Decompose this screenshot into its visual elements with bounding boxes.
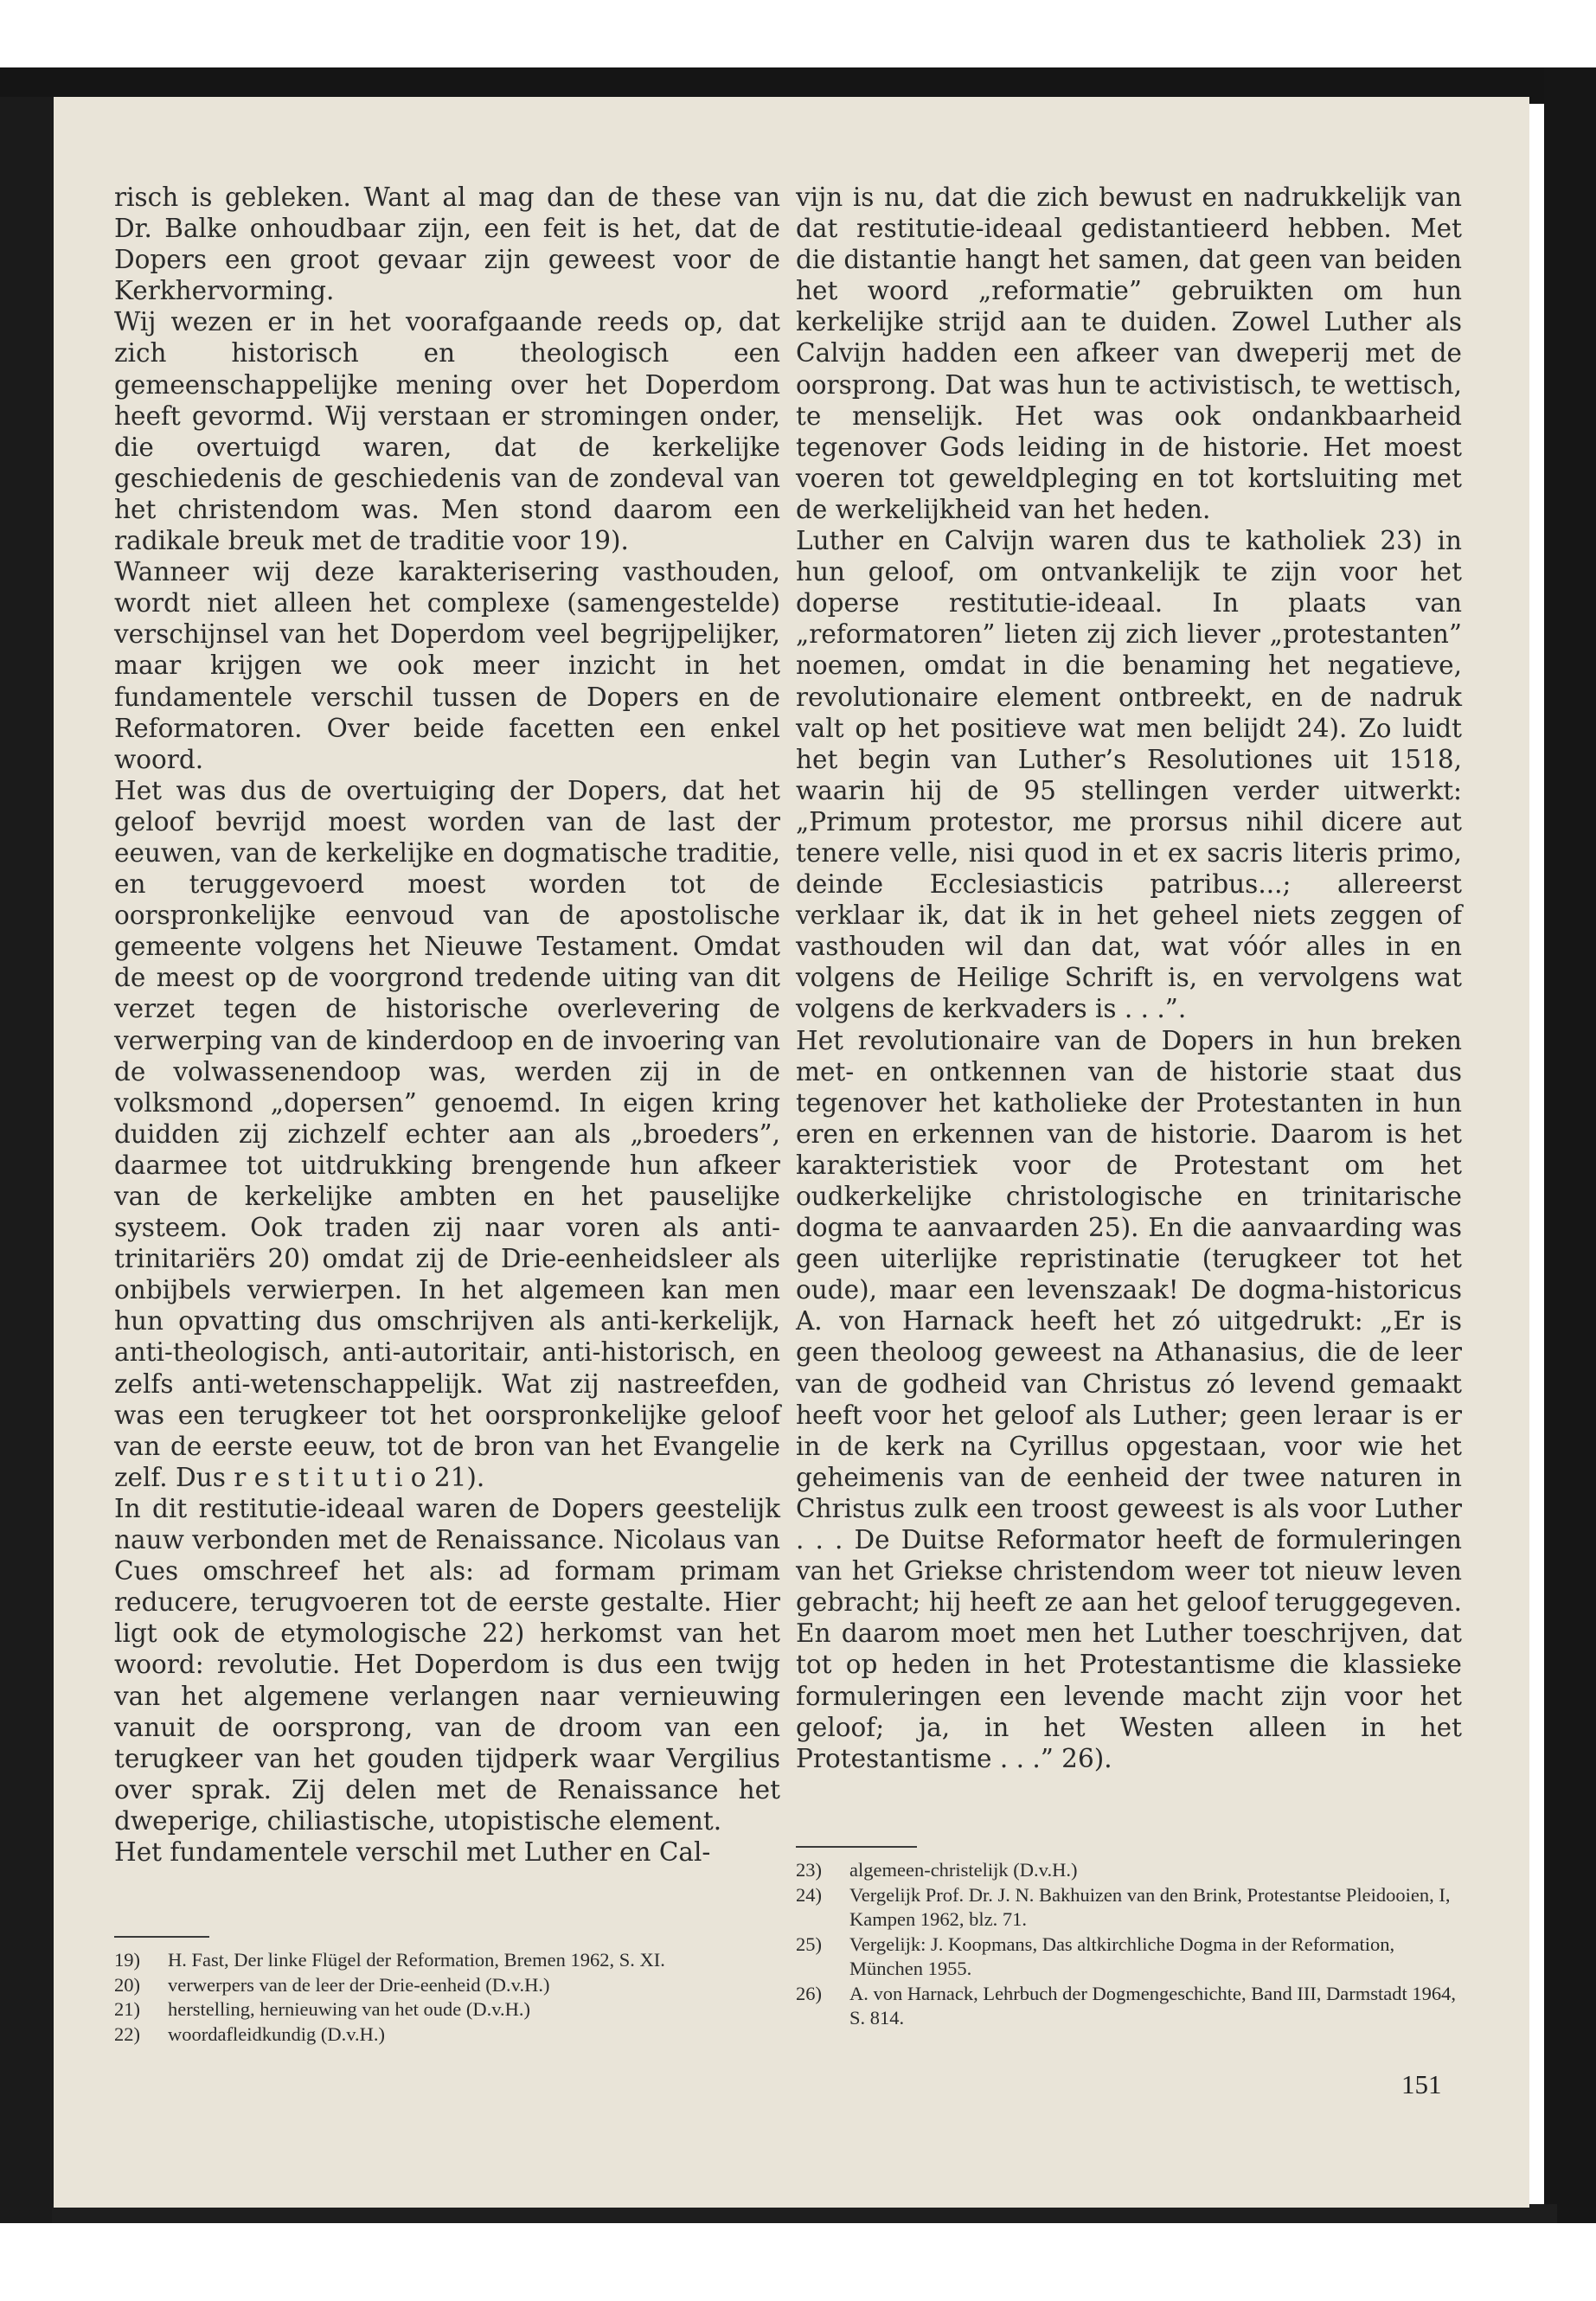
footnote: 23) algemeen-christelijk (D.v.H.) [796,1859,1078,1881]
footnotes-right [796,1846,1462,2031]
text-column-right [796,182,1462,1774]
book-edge-right [1544,67,1596,2230]
paragraph: Wij wezen er in het voorafgaande reeds op, dat zich historisch en theologisch een gemeenschappelijke mening over het Doperdom heeft gevormd. Wij verstaan er stromingen onder, die overtuigd waren, dat de kerkelijke geschiedenis de geschiedenis van de zondeval van het christendom was. Men stond daarom een radikale breuk met de traditie voor 19). [114,307,780,556]
book-spine-edge [0,97,54,2234]
book-page [54,97,1529,2208]
footnote: 26) A. von Harnack, Lehrbuch der Dogmengeschichte, Band III, Darmstadt 1964, S. 814. [796,1982,1457,2029]
paragraph: risch is gebleken. Want al mag dan de these van Dr. Balke onhoudbaar zijn, een feit is het, dat de Dopers een groot gevaar zijn geweest voor de Kerkhervorming. [114,183,780,306]
scan-margin-bottom [0,2223,1596,2301]
footnote: 24) Vergelijk Prof. Dr. J. N. Bakhuizen van den Brink, Protestantse Pleidooien, I, Kampen 1962, blz. 71. [796,1883,1451,1930]
footnotes-left [114,1936,780,2047]
paragraph: Het was dus de overtuiging der Dopers, dat het geloof bevrijd moest worden van de last der eeuwen, van de kerkelijke en dogmatische traditie, en teruggevoerd moest worden tot de oorspronkelijke eenvoud van de apostolische gemeente volgens het Nieuwe Testament. Omdat de meest op de voorgrond tredende uiting van dit verzet tegen de historische overlevering de verwerping van de kinderdoop en de invoering van de volwassenendoop was, werden zij in de volksmond „dopersen” genoemd. In eigen kring duidden zij zichzelf echter aan als „broeders”, daarmee tot uitdrukking brengende hun afkeer van de kerkelijke ambten en het pauselijke systeem. Ook traden zij naar voren als anti-trinitariërs 20) omdat zij de Drie-eenheidsleer als onbijbels verwierpen. In het algemeen kan men hun opvatting dus omschrijven als anti-kerkelijk, anti-theologisch, anti-autoritair, anti-historisch, en zelfs anti-wetenschappelijk. Wat zij nastreefden, was een terugkeer tot het oorspronkelijke geloof van de eerste eeuw, tot de bron van het Evangelie zelf. Dus r e s t i t u t i o 21). [114,775,780,1492]
footnote-divider [114,1936,209,1938]
footnote: 22) woordafleidkundig (D.v.H.) [114,2022,385,2045]
footnote-divider [796,1846,917,1848]
text-column-left [114,182,780,1868]
paragraph: Wanneer wij deze karakterisering vasthouden, wordt niet alleen het complexe (samengestelde) verschijnsel van het Doperdom veel begrijpelijker, maar krijgen we ook meer inzicht in het fundamentele verschil tussen de Dopers en de Reformatoren. Over beide facetten een enkel woord. [114,557,780,774]
paragraph: Het fundamentele verschil met Luther en Cal- [114,1836,711,1867]
paragraph: Het revolutionaire van de Dopers in hun breken met- en ontkennen van de historie staat dus tegenover het katholieke der Protestanten in hun eren en erkennen van de historie. Daarom is het karakteristiek voor de Protestant om het oudkerkelijke christologische en trinitarische dogma te aanvaarden 25). En die aanvaarding was geen uiterlijke repristinatie (terugkeer tot het oude), maar een levenszaak! De dogma-historicus A. von Harnack heeft het zó uitgedrukt: „Er is geen theoloog geweest na Athanasius, die de leer van de godheid van Christus zó levend gemaakt heeft voor het geloof als Luther; geen leraar is er in de kerk na Cyrillus opgestaan, voor wie het geheimenis van de eenheid der twee naturen in Christus zulk een troost geweest is als voor Luther . . . De Duitse Reformator heeft de formuleringen van het Griekse christendom weer tot nieuw leven gebracht; hij heeft ze aan het geloof teruggegeven. En daarom moet men het Luther toeschrijven, dat tot op heden in het Protestantisme die klassieke formuleringen een levende macht zijn voor het geloof; ja, in het Westen alleen in het Protestantisme . . .” 26). [796,1025,1462,1773]
footnote: 21) herstelling, hernieuwing van het oude (D.v.H.) [114,1998,531,2020]
paragraph: In dit restitutie-ideaal waren de Dopers geestelijk nauw verbonden met de Renaissance. Nicolaus van Cues omschreef het als: ad formam primam reducere, terugvoeren tot de eerste gestalte. Hier ligt ook de etymologische 22) herkomst van het woord: revolutie. Het Doperdom is dus een twijg van het algemene verlangen naar vernieuwing vanuit de oorsprong, van de droom van een terugkeer van het gouden tijdperk waar Vergilius over sprak. Zij delen met de Renaissance het dweperige, chiliastische, utopistische element. [114,1493,780,1836]
footnote: 20) verwerpers van de leer der Drie-eenheid (D.v.H.) [114,1973,550,1996]
paragraph: vijn is nu, dat die zich bewust en nadrukkelijk van dat restitutie-ideaal gedistantieerd hebben. Met die distantie hangt het samen, dat geen van beiden het woord „reformatie” gebruikten om hun kerkelijke strijd aan te duiden. Zowel Luther als Calvijn hadden een afkeer van dweperij met de oorsprong. Dat was hun te activistisch, te wettisch, te menselijk. Het was ook ondankbaarheid tegenover Gods leiding in de historie. Het moest voeren tot geweldpleging en tot kortsluiting met de werkelijkheid van het heden. [796,183,1462,524]
page-number: 151 [1401,2069,1442,2099]
footnote: 19) H. Fast, Der linke Flügel der Reformation, Bremen 1962, S. XI. [114,1949,665,1971]
footnote: 25) Vergelijk: J. Koopmans, Das altkirchliche Dogma in der Reformation, München 1955. [796,1932,1395,1979]
paragraph: Luther en Calvijn waren dus te katholiek 23) in hun geloof, om ontvankelijk te zijn voor het doperse restitutie-ideaal. In plaats van „reformatoren” lieten zij zich liever „protestanten” noemen, omdat in die benaming het negatieve, revolutionaire element ontbreekt, en de nadruk valt op het positieve wat men belijdt 24). Zo luidt het begin van Luther’s Resolutiones uit 1518, waarin hij de 95 stellingen verder uitwerkt: „Primum protestor, me prorsus nihil dicere aut tenere velle, nisi quod in et ex sacris literis primo, deinde Ecclesiasticis patribus...; allereerst verklaar ik, dat ik in het geheel niets zeggen of vasthouden wil dan dat, wat vóór alles in en volgens de Heilige Schrift is, en vervolgens wat volgens de kerkvaders is . . .”. [796,526,1462,1024]
